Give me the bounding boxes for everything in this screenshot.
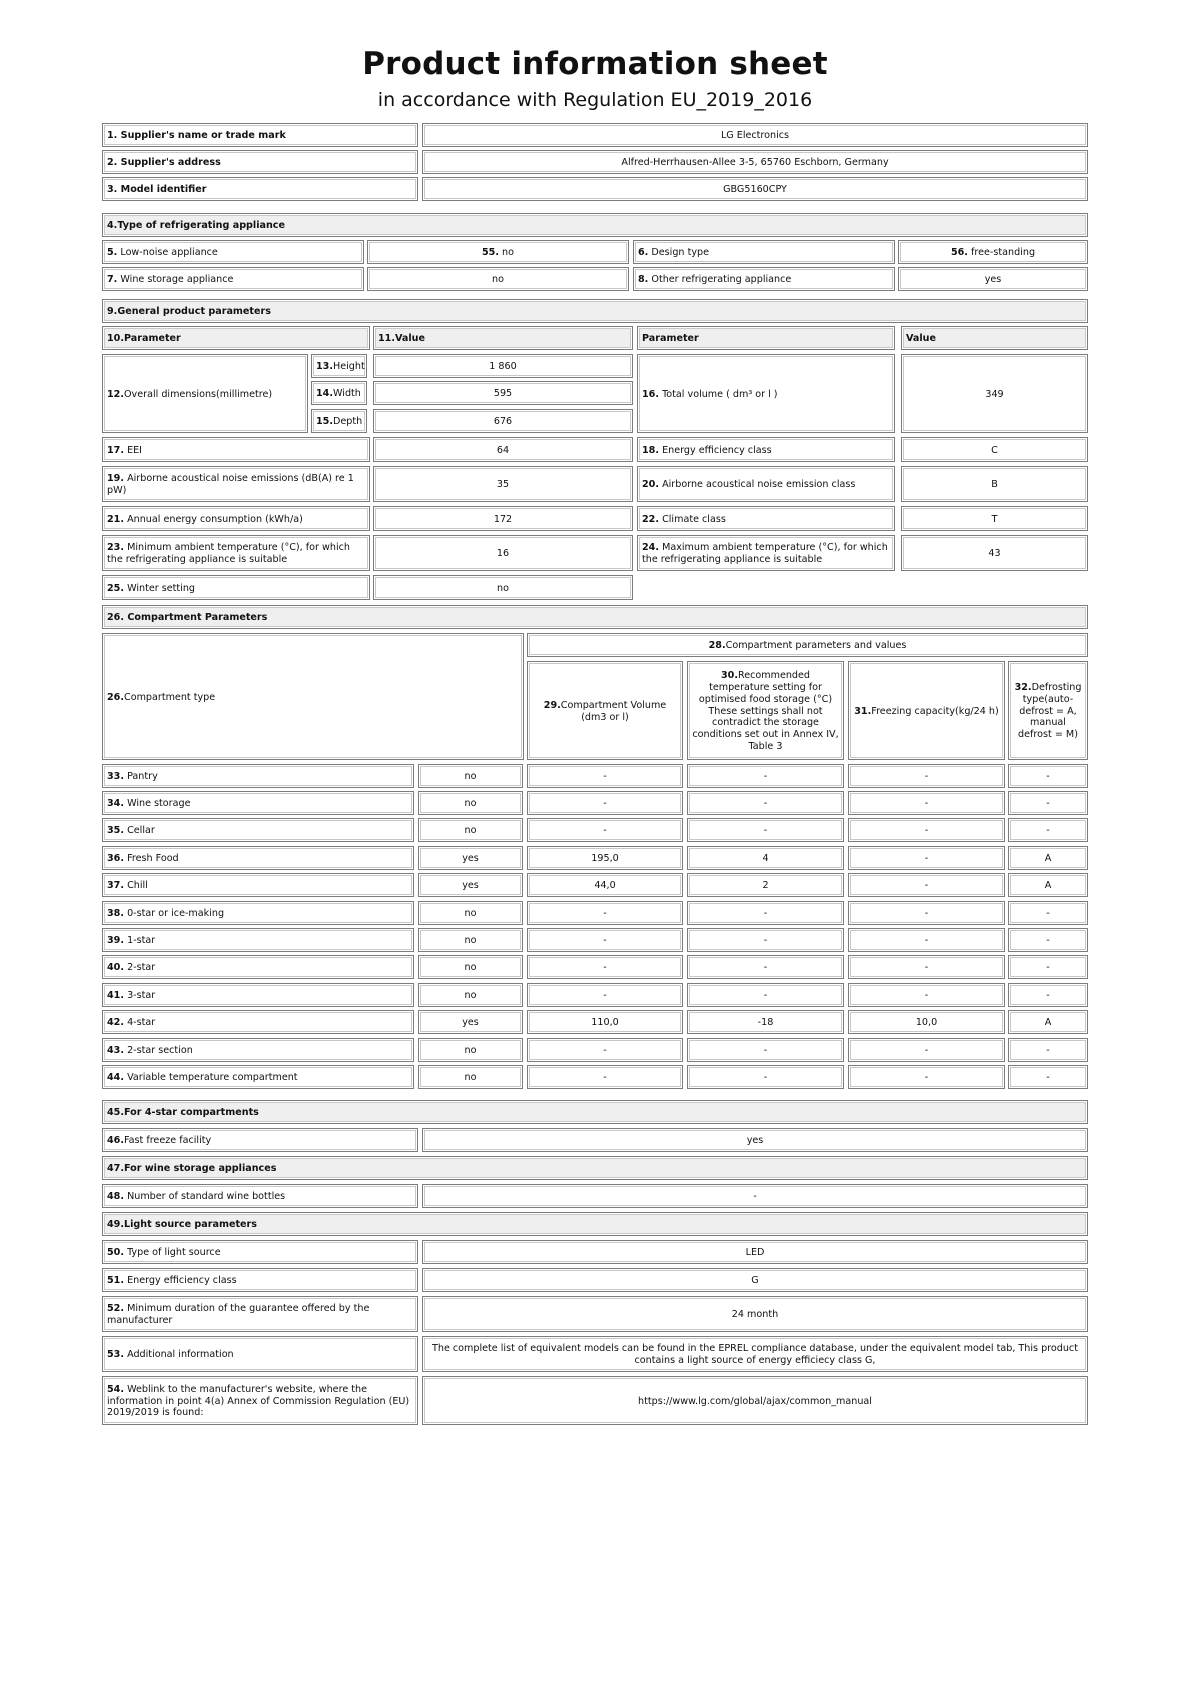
section-header-compartments: 26. Compartment Parameters <box>102 605 1088 629</box>
compartment-row-freeze: - <box>848 1065 1005 1089</box>
compartment-row-temp: - <box>687 928 844 952</box>
model-identifier-value: GBG5160CPY <box>422 177 1088 201</box>
compartment-row-volume: 110,0 <box>527 1010 683 1034</box>
climate-class-label: 22. Climate class <box>637 506 895 531</box>
compartment-row-name: Chill <box>127 880 148 891</box>
col-value: 11.Value <box>373 326 633 350</box>
compartment-row-present: no <box>418 955 523 979</box>
light-energy-class-value: G <box>422 1268 1088 1292</box>
climate-class-value: T <box>901 506 1088 531</box>
overall-dimensions-label: 12. Overall dimensions(millimetre) <box>102 354 308 433</box>
compartment-row-defrost: - <box>1008 901 1088 925</box>
compartment-row-volume: - <box>527 764 683 788</box>
compartment-row-name: Cellar <box>127 825 155 836</box>
total-volume-value: 349 <box>901 354 1088 433</box>
compartment-type-label: 26. Compartment type <box>102 633 524 760</box>
compartment-row-label <box>102 873 414 897</box>
compartment-row-number: 34. <box>107 798 124 809</box>
depth-value: 676 <box>373 409 633 433</box>
additional-info-label: 53. Additional information <box>102 1336 418 1372</box>
compartment-row-present: no <box>418 1038 523 1062</box>
col-parameter-2: Parameter <box>637 326 895 350</box>
col-defrosting-type: 32.Defrosting type(auto-defrost = A, manual defrost = M) <box>1008 661 1088 760</box>
compartment-row-temp: 4 <box>687 846 844 870</box>
wine-bottles-label: 48. Number of standard wine bottles <box>102 1184 418 1208</box>
section-header-light: 49.Light source parameters <box>102 1212 1088 1236</box>
col-parameter: 10.Parameter <box>102 326 370 350</box>
compartment-row-volume: - <box>527 791 683 815</box>
compartment-row-freeze: - <box>848 764 1005 788</box>
compartment-row-label <box>102 1038 414 1062</box>
wine-storage-label: 7. Wine storage appliance <box>102 267 364 291</box>
compartment-row-defrost: - <box>1008 955 1088 979</box>
compartment-row-volume: - <box>527 983 683 1007</box>
compartment-row-temp: - <box>687 983 844 1007</box>
col-recommended-temp: 30.Recommended temperature setting for optimised food storage (°C) These settings shall not contradict the storage conditions set out in Annex IV, Table 3 <box>687 661 844 760</box>
compartment-row-temp: - <box>687 791 844 815</box>
col-value-2: Value <box>901 326 1088 350</box>
compartment-row-number: 35. <box>107 825 124 836</box>
compartment-row-volume: - <box>527 901 683 925</box>
noise-class-label: 20. Airborne acoustical noise emission class <box>637 466 895 502</box>
compartment-row-label <box>102 928 414 952</box>
noise-class-value: B <box>901 466 1088 502</box>
compartment-row-label <box>102 983 414 1007</box>
low-noise-value: 55. no <box>367 240 629 264</box>
compartment-row-present: no <box>418 791 523 815</box>
winter-setting-label: 25. Winter setting <box>102 575 370 600</box>
col-freezing-capacity: 31.Freezing capacity(kg/24 h) <box>848 661 1005 760</box>
compartment-row-volume: 195,0 <box>527 846 683 870</box>
page-title: Product information sheet <box>362 46 828 82</box>
compartment-row-temp: - <box>687 955 844 979</box>
min-temp-value: 16 <box>373 535 633 571</box>
compartment-row-present: yes <box>418 1010 523 1034</box>
eei-value: 64 <box>373 437 633 462</box>
supplier-name-label: 1. Supplier's name or trade mark <box>102 123 418 147</box>
width-value: 595 <box>373 381 633 405</box>
section-header-wine: 47.For wine storage appliances <box>102 1156 1088 1180</box>
compartment-row-temp: - <box>687 1065 844 1089</box>
design-type-value: 56. free-standing <box>898 240 1088 264</box>
noise-emissions-label: 19. Airborne acoustical noise emissions (dB(A) re 1 pW) <box>102 466 370 502</box>
compartment-row-freeze: - <box>848 846 1005 870</box>
compartment-row-name: 3-star <box>127 990 156 1001</box>
light-energy-class-label: 51. Energy efficiency class <box>102 1268 418 1292</box>
min-temp-label: 23. Minimum ambient temperature (°C), for which the refrigerating appliance is suitable <box>102 535 370 571</box>
section-header-general: 9.General product parameters <box>102 299 1088 323</box>
guarantee-value: 24 month <box>422 1296 1088 1332</box>
compartment-row-label <box>102 1065 414 1089</box>
compartment-row-name: Wine storage <box>127 798 191 809</box>
compartment-row-name: 2-star <box>127 962 156 973</box>
compartment-row-number: 36. <box>107 853 124 864</box>
compartment-row-temp: 2 <box>687 873 844 897</box>
compartment-row-freeze: - <box>848 818 1005 842</box>
compartment-row-label <box>102 901 414 925</box>
compartment-row-defrost: - <box>1008 764 1088 788</box>
noise-emissions-value: 35 <box>373 466 633 502</box>
weblink-label: 54. Weblink to the manufacturer's website, where the information in point 4(a) Annex of Commission Regulation (EU) 2019/2019 is found: <box>102 1376 418 1425</box>
height-label: 13. Height <box>311 354 367 378</box>
compartment-row-volume: - <box>527 818 683 842</box>
light-type-label: 50. Type of light source <box>102 1240 418 1264</box>
compartment-row-number: 44. <box>107 1072 124 1083</box>
compartment-row-defrost: - <box>1008 818 1088 842</box>
compartment-row-temp: -18 <box>687 1010 844 1034</box>
compartment-row-temp: - <box>687 818 844 842</box>
compartment-row-defrost: A <box>1008 873 1088 897</box>
compartment-row-label <box>102 818 414 842</box>
compartment-row-freeze: - <box>848 791 1005 815</box>
compartment-row-number: 37. <box>107 880 124 891</box>
compartment-row-defrost: - <box>1008 928 1088 952</box>
additional-info-value: The complete list of equivalent models can be found in the EPREL compliance database, under the equivalent model tab, This product contains a light source of energy efficiecy class G, <box>422 1336 1088 1372</box>
winter-setting-value: no <box>373 575 633 600</box>
total-volume-label: 16. Total volume ( dm³ or l ) <box>637 354 895 433</box>
compartment-row-number: 42. <box>107 1017 124 1028</box>
design-type-label: 6. Design type <box>633 240 895 264</box>
max-temp-value: 43 <box>901 535 1088 571</box>
compartment-row-present: no <box>418 928 523 952</box>
supplier-address-label: 2. Supplier's address <box>102 150 418 174</box>
compartment-row-number: 43. <box>107 1045 124 1056</box>
height-value: 1 860 <box>373 354 633 378</box>
compartment-row-present: no <box>418 818 523 842</box>
compartment-row-name: 1-star <box>127 935 156 946</box>
section-header-four-star: 45.For 4-star compartments <box>102 1100 1088 1124</box>
compartment-row-freeze: - <box>848 1038 1005 1062</box>
compartment-row-volume: - <box>527 955 683 979</box>
compartment-row-number: 39. <box>107 935 124 946</box>
compartment-row-defrost: A <box>1008 846 1088 870</box>
compartment-row-present: no <box>418 901 523 925</box>
supplier-address-value: Alfred-Herrhausen-Allee 3-5, 65760 Eschborn, Germany <box>422 150 1088 174</box>
compartment-row-present: no <box>418 1065 523 1089</box>
compartment-row-volume: - <box>527 928 683 952</box>
compartment-row-defrost: - <box>1008 791 1088 815</box>
page-subtitle: in accordance with Regulation EU_2019_2016 <box>377 89 813 111</box>
compartment-row-temp: - <box>687 1038 844 1062</box>
compartment-row-label <box>102 1010 414 1034</box>
compartment-row-label <box>102 764 414 788</box>
energy-class-label: 18. Energy efficiency class <box>637 437 895 462</box>
compartment-row-freeze: - <box>848 901 1005 925</box>
compartment-row-temp: - <box>687 901 844 925</box>
compartment-row-number: 41. <box>107 990 124 1001</box>
wine-bottles-value: - <box>422 1184 1088 1208</box>
compartment-row-freeze: - <box>848 928 1005 952</box>
wine-storage-value: no <box>367 267 629 291</box>
energy-class-value: C <box>901 437 1088 462</box>
max-temp-label: 24. Maximum ambient temperature (°C), for which the refrigerating appliance is suitable <box>637 535 895 571</box>
width-label: 14. Width <box>311 381 367 405</box>
supplier-name-value: LG Electronics <box>422 123 1088 147</box>
compartment-row-present: no <box>418 764 523 788</box>
other-appliance-label: 8. Other refrigerating appliance <box>633 267 895 291</box>
compartment-row-temp: - <box>687 764 844 788</box>
compartment-row-freeze: - <box>848 955 1005 979</box>
eei-label: 17. EEI <box>102 437 370 462</box>
compartment-row-label <box>102 791 414 815</box>
compartment-row-name: 0-star or ice-making <box>127 908 225 919</box>
low-noise-label: 5. Low-noise appliance <box>102 240 364 264</box>
compartment-row-defrost: - <box>1008 1038 1088 1062</box>
compartment-row-defrost: A <box>1008 1010 1088 1034</box>
compartment-row-name: Pantry <box>127 771 158 782</box>
model-identifier-label: 3. Model identifier <box>102 177 418 201</box>
compartment-row-label <box>102 955 414 979</box>
compartment-row-number: 38. <box>107 908 124 919</box>
annual-energy-value: 172 <box>373 506 633 531</box>
guarantee-label: 52. Minimum duration of the guarantee offered by the manufacturer <box>102 1296 418 1332</box>
other-appliance-value: yes <box>898 267 1088 291</box>
weblink-value[interactable]: https://www.lg.com/global/ajax/common_manual <box>422 1376 1088 1425</box>
compartment-row-volume: - <box>527 1038 683 1062</box>
depth-label: 15. Depth <box>311 409 367 433</box>
compartment-row-freeze: - <box>848 983 1005 1007</box>
compartment-row-number: 40. <box>107 962 124 973</box>
compartment-row-present: no <box>418 983 523 1007</box>
compartment-row-name: Fresh Food <box>127 853 179 864</box>
annual-energy-label: 21. Annual energy consumption (kWh/a) <box>102 506 370 531</box>
compartment-row-number: 33. <box>107 771 124 782</box>
fast-freeze-label: 46. Fast freeze facility <box>102 1128 418 1152</box>
light-type-value: LED <box>422 1240 1088 1264</box>
compartment-row-freeze: - <box>848 873 1005 897</box>
fast-freeze-value: yes <box>422 1128 1088 1152</box>
compartment-row-volume: 44,0 <box>527 873 683 897</box>
compartment-row-defrost: - <box>1008 983 1088 1007</box>
compartment-params-header: 28. Compartment parameters and values <box>527 633 1088 657</box>
compartment-row-defrost: - <box>1008 1065 1088 1089</box>
compartment-row-freeze: 10,0 <box>848 1010 1005 1034</box>
compartment-row-name: 4-star <box>127 1017 156 1028</box>
compartment-row-label <box>102 846 414 870</box>
compartment-row-present: yes <box>418 846 523 870</box>
compartment-row-volume: - <box>527 1065 683 1089</box>
compartment-row-name: 2-star section <box>127 1045 193 1056</box>
col-compartment-volume: 29.Compartment Volume (dm3 or l) <box>527 661 683 760</box>
section-header-type: 4.Type of refrigerating appliance <box>102 213 1088 237</box>
compartment-row-present: yes <box>418 873 523 897</box>
compartment-row-name: Variable temperature compartment <box>127 1072 298 1083</box>
